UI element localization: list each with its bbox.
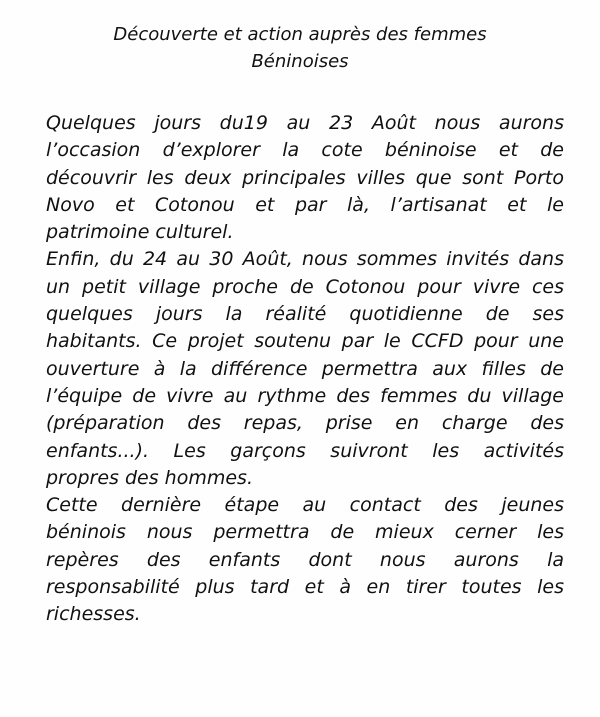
paragraph-excursion	[46, 110, 564, 246]
text-line: repères des enfants dont nous aurons la	[46, 548, 564, 571]
text-line: béninois nous permettra de mieux cerner les	[46, 521, 564, 544]
text-line: Quelques jours du19 au 23 Août nous aurons	[46, 112, 564, 134]
text-line: patrimoine culturel.	[46, 221, 234, 244]
text-line: ouverture à la différence permettra aux filles de	[46, 357, 564, 380]
document-title	[0, 21, 600, 75]
title-line-2: Béninoises	[251, 51, 349, 72]
paragraph-village	[46, 246, 564, 492]
title-line-1: Découverte et action auprès des femmes	[113, 24, 487, 45]
text-line: (préparation des repas, prise en charge des	[46, 412, 564, 435]
text-line: Novo et Cotonou et par là, l’artisanat et le	[46, 193, 564, 216]
text-line: responsabilité plus tard et à en tirer toutes les	[46, 576, 564, 599]
text-line: quelques jours la réalité quotidienne de ses	[46, 303, 564, 326]
text-line: découvrir les deux principales villes que sont Porto	[46, 166, 564, 189]
text-line: l’équipe de vivre au rythme des femmes du village	[46, 384, 564, 407]
text-line: l’occasion d’explorer la cote béninoise et de	[46, 139, 564, 162]
text-line: Cette dernière étape au contact des jeunes	[46, 494, 564, 517]
paragraph-conclusion	[46, 492, 564, 628]
text-line: un petit village proche de Cotonou pour vivre ces	[46, 275, 564, 298]
text-line: propres des hommes.	[46, 466, 253, 489]
text-line: habitants. Ce projet soutenu par le CCFD pour une	[46, 330, 564, 353]
text-line: enfants...). Les garçons suivront les activités	[46, 439, 564, 462]
text-line: Enfin, du 24 au 30 Août, nous sommes invités dans	[46, 248, 564, 271]
text-line: richesses.	[46, 603, 141, 626]
document-body	[46, 110, 564, 629]
